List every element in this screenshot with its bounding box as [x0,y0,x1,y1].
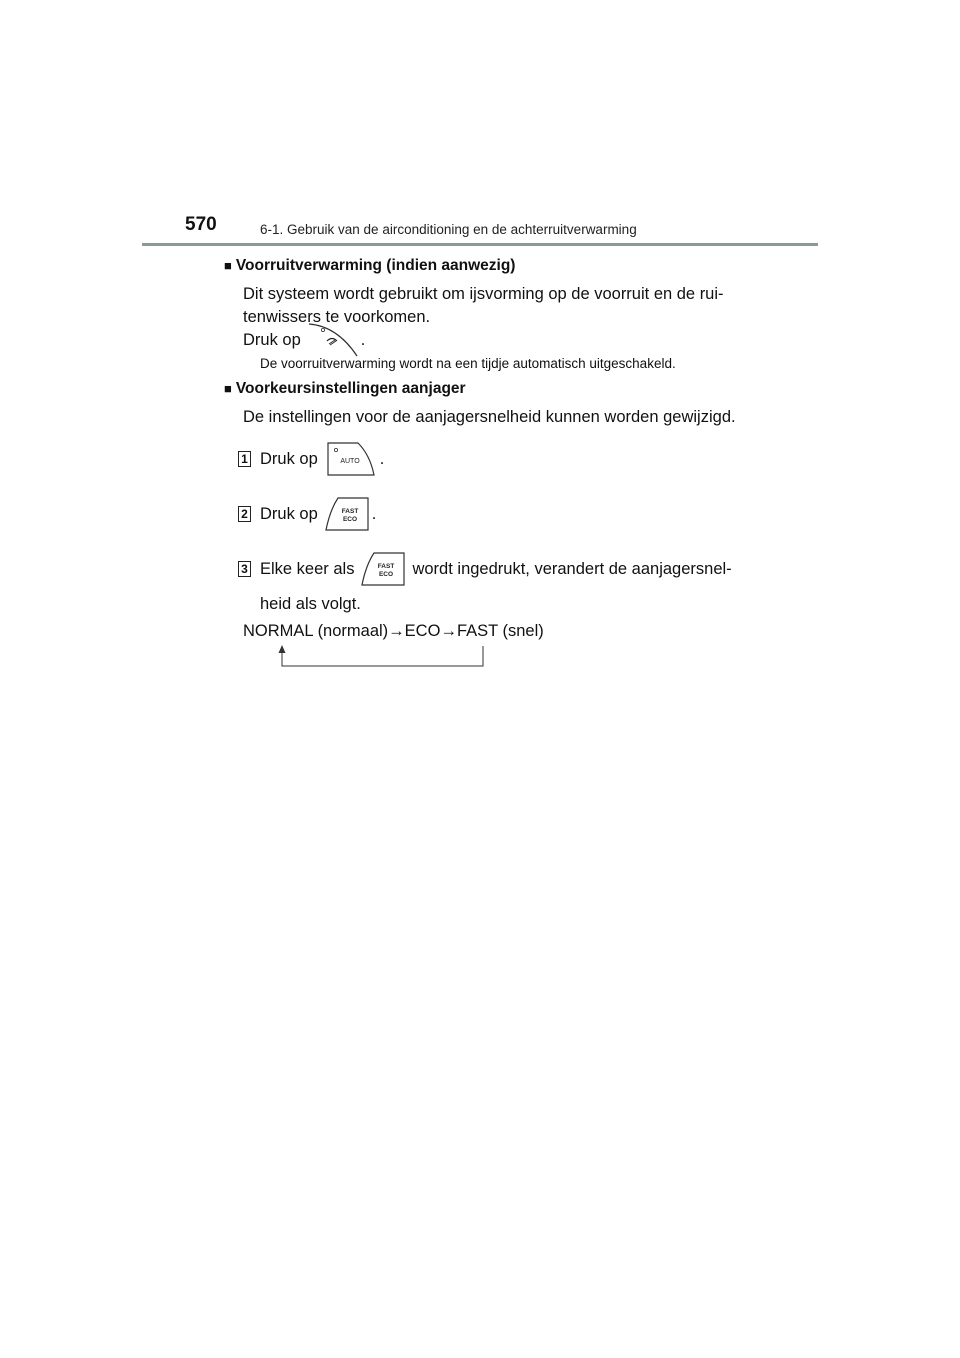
step-suffix: . [379,449,385,468]
cycle-mode-eco: ECO [404,622,441,640]
cycle-mode-normal: NORMAL (normaal) [243,622,389,640]
step-1-row [260,441,384,477]
section-title-fan-preferences [224,380,466,398]
note-text: De voorruitverwarming wordt na een tijdje automatisch uitgeschakeld. [260,356,676,371]
step-prefix: Druk op [260,504,318,523]
step-continuation: heid als volgt. [260,595,361,613]
press-prefix: Druk op [243,330,301,349]
section-body-line: tenwissers te voorkomen. [243,308,431,326]
press-suffix: . [360,330,366,349]
fan-speed-cycle [243,619,544,644]
press-instruction [243,322,365,358]
step-2-row [260,496,376,532]
section-body-line: De instellingen voor de aanjagersnelheid kunnen worden gewijzigd. [243,408,736,426]
fast-label: FAST [341,508,359,515]
cycle-mode-fast: FAST (snel) [456,622,544,640]
right-arrow-icon: → [388,622,405,640]
cycle-return-arrow-icon [274,644,490,670]
step-3-row [260,551,732,587]
square-bullet-icon: ■ [224,381,232,396]
fast-eco-button-icon [360,551,406,587]
windshield-heater-button-icon [307,322,359,358]
step-prefix: Druk op [260,449,318,468]
eco-label: ECO [342,516,357,523]
step-number-badge: 3 [238,561,251,577]
square-bullet-icon: ■ [224,258,232,273]
step-prefix: Elke keer als [260,559,355,578]
step-number-badge: 2 [238,506,251,522]
step-suffix: . [371,504,377,523]
header-divider [142,243,818,246]
eco-label: ECO [379,571,394,578]
fast-label: FAST [378,563,395,570]
step-suffix: wordt ingedrukt, verandert de aanjagersnel- [412,559,732,578]
section-title-text: Voorkeursinstellingen aanjager [235,380,466,397]
section-body-line: Dit systeem wordt gebruikt om ijsvorming op de voorruit en de rui- [243,285,724,303]
fast-eco-button-icon [324,496,370,532]
step-number-badge: 1 [238,451,251,467]
section-title-text: Voorruitverwarming (indien aanwezig) [235,257,516,274]
auto-button-icon [324,441,376,477]
page-number: 570 [185,214,217,235]
section-title-windshield-heater [224,257,515,275]
chapter-title: 6-1. Gebruik van de airconditioning en de achterruitverwarming [260,222,637,237]
auto-label: AUTO [340,458,360,465]
right-arrow-icon: → [440,622,457,640]
